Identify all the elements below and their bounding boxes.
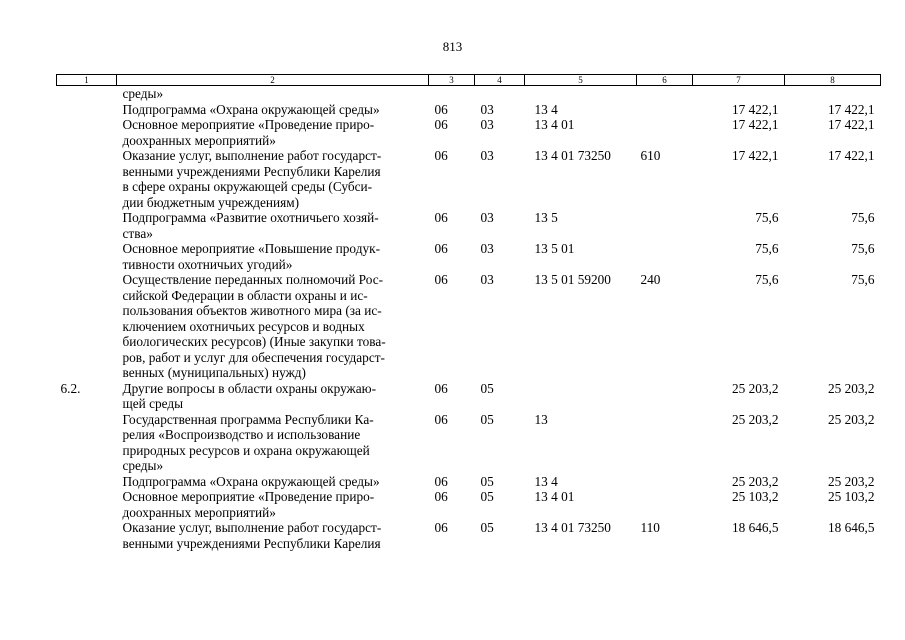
expense-type-code (637, 86, 693, 102)
target-article-code: 13 4 01 (534, 117, 575, 132)
table-row (57, 381, 881, 412)
subsection-code: 03 (480, 272, 494, 287)
expense-type-code (637, 210, 693, 241)
amount-year-2: 25 203,2 (827, 411, 875, 427)
section-code: 06 (434, 489, 448, 504)
row-name: Основное мероприятие «Проведение приро- доохранных мероприятий» (122, 489, 375, 520)
table-row (57, 474, 881, 490)
column-number-row (57, 75, 881, 86)
amount-year-1: 75,6 (755, 272, 779, 287)
row-name: Государственная программа Республики Ка- релия «Воспроизводство и использование природных ресурсов и охрана окружающей среды» (122, 411, 374, 473)
target-article-code (525, 381, 637, 412)
target-article-code: 13 4 01 (534, 489, 575, 504)
row-number (57, 474, 117, 490)
amount-year-1: 17 422,1 (731, 101, 779, 117)
row-number (57, 148, 117, 210)
amount-year-2: 17 422,1 (827, 101, 875, 117)
row-number (57, 241, 117, 272)
table-row (57, 272, 881, 381)
table-row (57, 520, 881, 551)
amount-year-1: 75,6 (755, 210, 779, 225)
expense-type-code: 110 (640, 520, 660, 535)
section-code: 06 (434, 117, 448, 132)
target-article-code: 13 5 01 59200 (534, 272, 611, 287)
section-code: 06 (434, 473, 448, 489)
subsection-code: 03 (480, 148, 494, 163)
column-header: 5 (525, 75, 637, 86)
row-name: Подпрограмма «Развитие охотничьего хозяй- ства» (122, 210, 379, 241)
row-name: Основное мероприятие «Проведение приро- доохранных мероприятий» (122, 117, 375, 148)
column-header: 3 (429, 75, 475, 86)
target-article-code: 13 4 (534, 101, 558, 117)
amount-year-2: 18 646,5 (827, 520, 875, 535)
amount-year-1: 17 422,1 (731, 148, 779, 163)
subsection-code: 05 (480, 380, 494, 396)
target-article-code: 13 4 01 73250 (534, 520, 611, 535)
subsection-code: 05 (480, 473, 494, 489)
row-number (57, 117, 117, 148)
row-number: 6.2. (60, 380, 81, 396)
table-row (57, 241, 881, 272)
table-row (57, 117, 881, 148)
row-number (57, 210, 117, 241)
amount-year-2: 75,6 (851, 241, 875, 256)
column-header: 6 (637, 75, 693, 86)
amount-year-1: 25 203,2 (731, 411, 779, 427)
subsection-code: 05 (480, 411, 494, 427)
amount-year-1: 25 203,2 (731, 473, 779, 489)
amount-year-1 (693, 86, 785, 102)
target-article-code: 13 4 01 73250 (534, 148, 611, 163)
section-code: 06 (434, 101, 448, 117)
page-number: 813 (442, 39, 463, 54)
amount-year-2: 17 422,1 (827, 148, 875, 163)
subsection-code: 03 (480, 241, 494, 256)
expense-type-code (637, 102, 693, 118)
expense-type-code: 610 (640, 148, 661, 163)
section-code: 06 (434, 210, 448, 225)
expense-type-code (637, 381, 693, 412)
row-name: среды» (122, 86, 164, 101)
row-number (57, 520, 117, 551)
row-name: Оказание услуг, выполнение работ государст- венными учреждениями Республики Карелия в сфере охраны окружающей среды (Субси- дии бюджетным учреждениям) (122, 148, 382, 210)
row-name: Оказание услуг, выполнение работ государст- венными учреждениями Республики Карелия (122, 520, 382, 551)
table-body (57, 86, 881, 552)
amount-year-2: 75,6 (851, 210, 875, 225)
row-number (57, 489, 117, 520)
expense-type-code (637, 474, 693, 490)
expense-type-code (637, 241, 693, 272)
subsection-code: 03 (480, 101, 494, 117)
row-name: Осуществление переданных полномочий Рос- сийской Федерации в области охраны и ис- пользования объектов животного мира (за ис- ключением охотничьих ресурсов и водных биологических ресурсов) (Иные закупки това- ров, работ и услуг для обеспечения государст- венных (муниципальных) нужд) (122, 272, 386, 380)
target-article-code: 13 5 01 (534, 241, 575, 256)
amount-year-1: 75,6 (755, 241, 779, 256)
expense-type-code (637, 489, 693, 520)
subsection-code: 03 (480, 117, 494, 132)
expense-type-code (637, 412, 693, 474)
amount-year-2: 25 103,2 (827, 489, 875, 504)
target-article-code: 13 (534, 411, 548, 427)
row-number (57, 272, 117, 381)
row-number (57, 412, 117, 474)
amount-year-2 (785, 86, 881, 102)
table-row (57, 102, 881, 118)
section-code: 06 (434, 241, 448, 256)
row-number (57, 102, 117, 118)
column-header: 2 (117, 75, 429, 86)
expense-type-code (637, 117, 693, 148)
subsection-code: 05 (480, 520, 494, 535)
amount-year-2: 75,6 (851, 272, 875, 287)
column-header: 1 (57, 75, 117, 86)
subsection-code (475, 86, 525, 102)
column-header: 4 (475, 75, 525, 86)
target-article-code (525, 86, 637, 102)
amount-year-2: 25 203,2 (827, 380, 875, 396)
table-row (57, 489, 881, 520)
amount-year-2: 17 422,1 (827, 117, 875, 132)
row-name: Подпрограмма «Охрана окружающей среды» (122, 101, 380, 117)
subsection-code: 03 (480, 210, 494, 225)
budget-table (56, 74, 881, 551)
row-number (57, 86, 117, 102)
amount-year-1: 17 422,1 (731, 117, 779, 132)
target-article-code: 13 5 (534, 210, 558, 225)
amount-year-1: 25 203,2 (731, 380, 779, 396)
expense-type-code: 240 (640, 272, 661, 287)
column-header: 8 (785, 75, 881, 86)
section-code: 06 (434, 148, 448, 163)
row-name: Основное мероприятие «Повышение продук- тивности охотничьих угодий» (122, 241, 381, 272)
amount-year-1: 18 646,5 (731, 520, 779, 535)
column-header: 7 (693, 75, 785, 86)
section-code: 06 (434, 520, 448, 535)
row-name: Подпрограмма «Охрана окружающей среды» (122, 473, 380, 489)
amount-year-2: 25 203,2 (827, 473, 875, 489)
table-row (57, 210, 881, 241)
section-code (429, 86, 475, 102)
row-name: Другие вопросы в области охраны окружаю- щей среды (122, 380, 376, 411)
table-row (57, 148, 881, 210)
target-article-code: 13 4 (534, 473, 558, 489)
table-row (57, 412, 881, 474)
amount-year-1: 25 103,2 (731, 489, 779, 504)
subsection-code: 05 (480, 489, 494, 504)
section-code: 06 (434, 411, 448, 427)
table-row (57, 86, 881, 102)
section-code: 06 (434, 380, 448, 396)
section-code: 06 (434, 272, 448, 287)
